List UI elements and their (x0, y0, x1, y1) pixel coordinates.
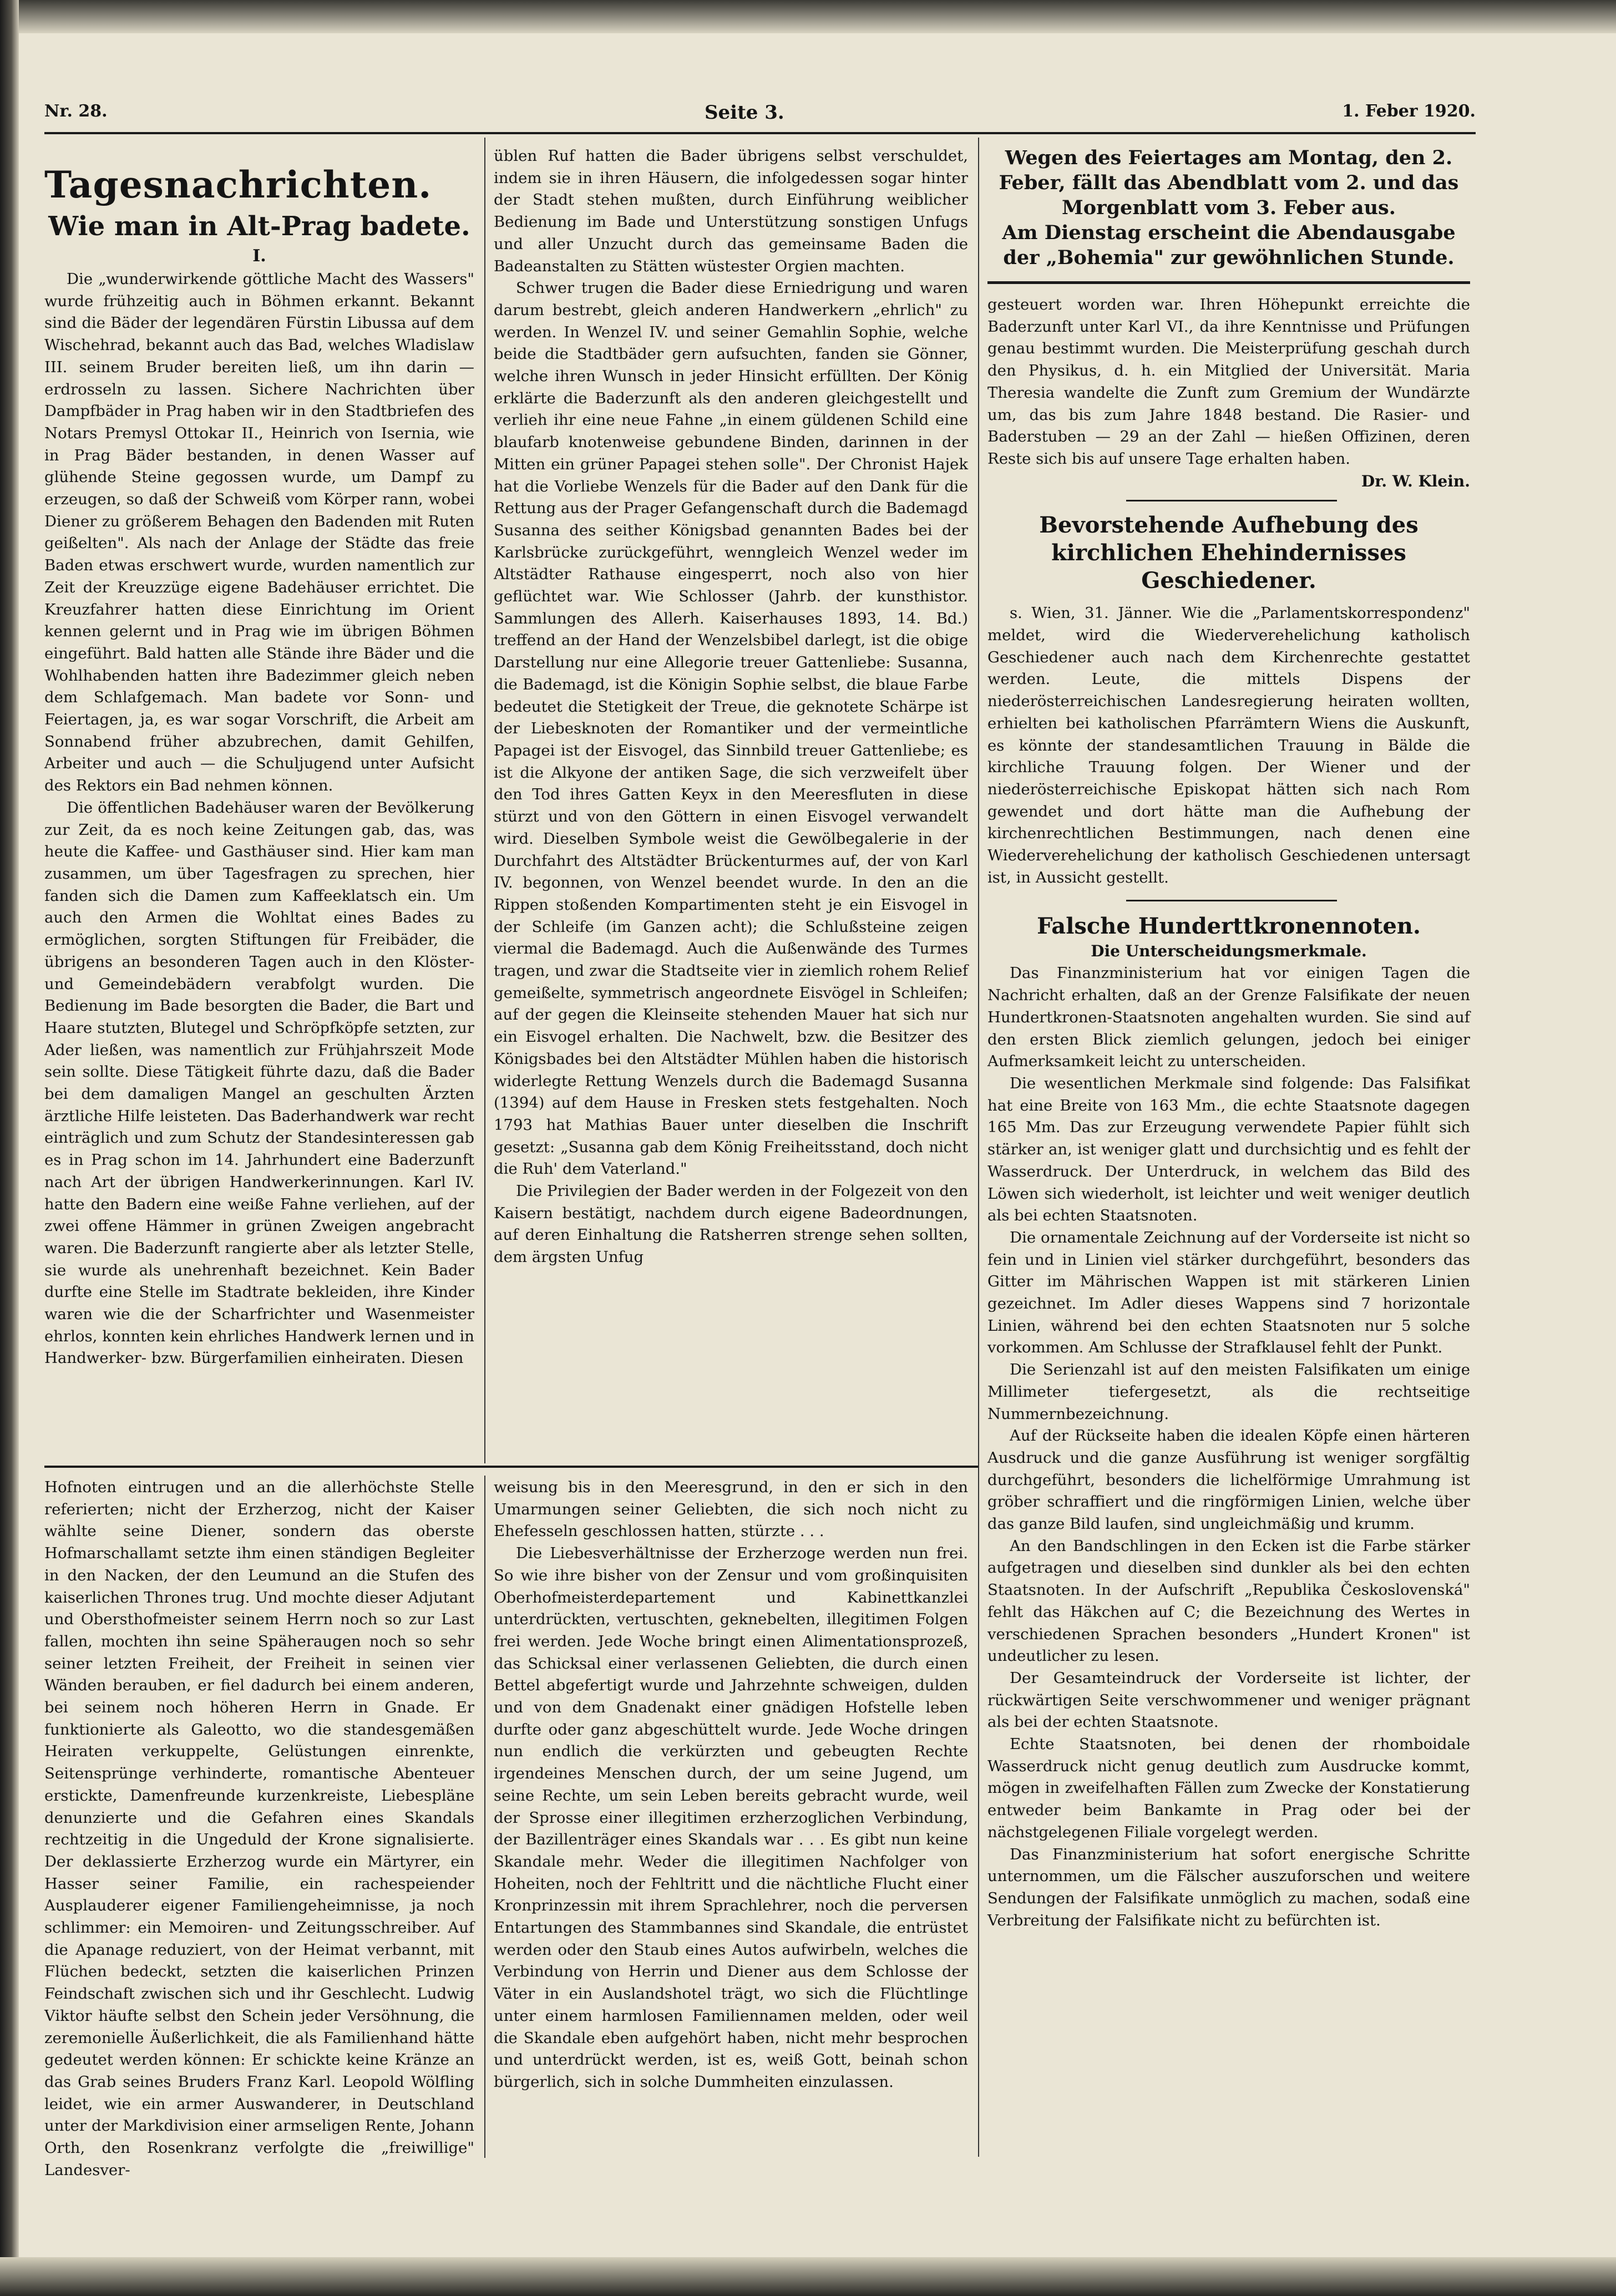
column-divider-1 (484, 138, 485, 1463)
article-part-number: I. (252, 246, 266, 266)
feuilleton-column-1 (44, 1477, 474, 2182)
article-paragraph: gesteuert worden war. Ihren Höhepunkt erreichte die Baderzunft unter Karl VI., da ihre Kenntnisse und Prüfungen genau bestimmt wurden. Die Meisterprüfung geschah durch den Physikus, d. h. ein Mitglied der Universität. Maria Theresia wandelte die Zunft zum Gremium der Wundärzte um, das bis zum Jahre 1848 bestand. Die Rasier- und Baderstuben — 29 an der Zahl — hießen Offizinen, deren Reste sich bis auf unsere Tage erhalten haben. (987, 296, 1470, 468)
article-paragraph: Die öffentlichen Badehäuser waren der Bevölkerung zur Zeit, da es noch keine Zeitungen gab, das, was heute die Kaffee- und Gasthäuser sind. Hier kam man zusammen, um über Tagesfragen zu sprechen, hier fanden sich die Damen zum Kaffeeklatsch ein. Um auch den Armen die Wohltat eines Bades zu ermöglichen, sorgten Stiftungen für Freibäder, die übrigens an besonderen Tagen auch in den Klöster- und Gemeindebädern verabfolgt wurden. Die Bedienung im Bade besorgten die Bader, die Bart und Haare stutzten, Blutegel und Schröpfköpfe setzten, zur Ader ließen, was namentlich zur Frühjahrszeit Mode sein sollte. Diese Tätigkeit führte dazu, daß die Bader bei dem damaligen Mangel an geschulten Ärzten ärztliche Hilfe leisteten. Das Baderhandwerk war recht einträglich und zum Schutz der Standesinteressen gab es in Prag schon im 14. Jahrhundert eine Baderzunft nach Art der übrigen Handwerkerinnungen. Karl IV. hatte den Badern eine weiße Fahne verliehen, auf der zwei offene Hämmer in grünen Zweigen angebracht waren. Die Baderzunft rangierte aber als letzter Stelle, sie wurde als unehrenhaft bezeichnet. Kein Bader durfte eine Stelle im Stadtrate bekleiden, ihre Kinder waren wie die der Scharfrichter und Wasenmeister ehrlos, konnten kein ehrliches Handwerk lernen und in Handwerker- bzw. Bürgerfamilien einheiraten. Diesen (44, 798, 474, 1367)
article-paragraph: Das Finanzministerium hat sofort energische Schritte unternommen, um die Fälscher auszuforschen und weitere Sendungen der Falsifikate unmöglich zu machen, sodaß eine Verbreitung der Falsifikate nicht zu befürchten ist. (987, 1845, 1470, 1929)
article-paragraph: Das Finanzministerium hat vor einigen Tagen die Nachricht erhalten, daß an der Grenze Falsifikate der neuen Hundertkronen-Staatsnoten angehalten wurden. Sie sind auf den ersten Blick ziemlich gelungen, jedoch bei einiger Aufmerksamkeit leicht zu unterscheiden. (987, 964, 1470, 1071)
article-paragraph: Die Privilegien der Bader werden in der Folgezeit von den Kaisern bestätigt, nachdem durch eigene Badeordnungen, auf deren Einhaltung die Ratsherren strenge sehen sollten, dem ärgsten Unfug (494, 1182, 968, 1266)
article-paragraph: Die Serienzahl ist auf den meisten Falsifikaten um einige Millimeter tiefergesetzt, als die rechtseitige Nummernbezeichnung. (987, 1361, 1470, 1423)
article-paragraph: Die ornamentale Zeichnung auf der Vorderseite ist nicht so fein und in Linien viel stärker durchgeführt, besonders das Gitter im Mährischen Wappen ist mit stärkeren Linien gezeichnet. Im Adler dieses Wappens sind 7 horizontale Linien, während bei den echten Staatsnoten nur 5 solche vorkommen. Am Schlusse der Strafklausel fehlt der Punkt. (987, 1228, 1470, 1357)
article-paragraph: Die wesentlichen Merkmale sind folgende: Das Falsifikat hat eine Breite von 163 Mm., die echte Staatsnote dagegen 165 Mm. Das zur Erzeugung verwendete Papier fühlt sich stärker an, ist weniger glatt und durchsichtig und es fehlt der Wasserdruck. Der Unterdruck, in welchem das Bild des Löwen sich wiederholt, ist leichter und weit weniger deutlich als bei echten Staatsnoten. (987, 1074, 1470, 1225)
article-paragraph: s. Wien, 31. Jänner. Wie die „Parlamentskorrespondenz" meldet, wird die Wiederverehelichung katholisch Geschiedener auch nach dem Kirchenrechte gestattet werden. Leute, die mittels Dispens der niederösterreichischen Landesregierung heiraten wollten, erhielten bei katholischen Pfarrämtern Wiens die Auskunft, es könnte der standesamtlichen Trauung in Bälde die kirchliche Trauung folgen. Der Wiener und der niederösterreichische Episkopat hätten sich nach Rom gewendet und dort hätte man die Aufhebung der kirchenrechtlichen Bestimmungen, nach denen eine Wiederverehelichung der katholisch Geschiedenen untersagt ist, in Aussicht gestellt. (987, 604, 1470, 886)
scan-border-top (0, 0, 1616, 33)
page-number: Seite 3. (705, 102, 784, 124)
article-title: Wie man in Alt-Prag badete. (48, 211, 470, 242)
issue-number: Nr. 28. (44, 102, 108, 121)
feuilleton-column-2 (494, 1477, 968, 2094)
scan-border-bottom (0, 2257, 1616, 2296)
article-paragraph: Die „wunderwirkende göttliche Macht des Wassers" wurde frühzeitig auch in Böhmen erkannt. Bekannt sind die Bäder der legendären Fürstin Libussa auf dem Wischehrad, bekannt auch das Bad, welches Wladislaw III. seinem Bruder bereiten ließ, um ihn darin — erdrosseln zu lassen. Sichere Nachrichten über Dampfbäder in Prag haben wir in den Stadtbriefen des Notars Premysl Ottokar II., Heinrich von Isernia, wie in Prag Bäder bestanden, in denen Wasser auf glühende Steine gegossen wurde, um Dampf zu erzeugen, so daß der Schweiß vom Körper rann, wobei Diener zu größerem Behagen den Badenden mit Ruten geißelten". Als nach der Anlage der Städte das freie Baden etwas erschwert wurde, wurden namentlich zur Zeit der Kreuzzüge eigene Badehäuser errichtet. Die Kreuzfahrer hatten diese Einrichtung im Orient kennen gelernt und in Prag wie im übrigen Böhmen eingeführt. Bald hatten alle Stände ihre Bäder und die Wohlhabenden hatten ihre Badezimmer gleich neben dem Schlafgemach. Man badete vor Sonn- und Feiertagen, ja, es war sogar Vorschrift, die Arbeit am Sonnabend früher abzubrechen, damit Gehilfen, Arbeiter und auch — die Schuljugend unter Aufsicht des Rektors ein Bad nehmen können. (44, 270, 474, 795)
article-rule (1126, 900, 1337, 901)
column-2 (494, 145, 968, 1269)
article-paragraph: Der Gesamteindruck der Vorderseite ist lichter, der rückwärtigen Seite verschwommener und weniger prägnant als bei der echten Staatsnote. (987, 1669, 1470, 1731)
bohemia-notice: Am Dienstag erscheint die Abendausgabe der „Bohemia" zur gewöhnlichen Stunde. (1002, 221, 1456, 269)
article-paragraph: Echte Staatsnoten, bei denen der rhomboidale Wasserdruck nicht genug deutlich zum Ausdrucke kommt, mögen in zweifelhaften Fällen zum Zwecke der Konstatierung entweder beim Bankamte in Prag oder bei der nächstgelegenen Filiale vorgelegt werden. (987, 1735, 1470, 1841)
issue-date: 1. Feber 1920. (1342, 102, 1476, 121)
article-paragraph: Schwer trugen die Bader diese Erniedrigung und waren darum bestrebt, gleich anderen Handwerkern „ehrlich" zu werden. In Wenzel IV. und seiner Gemahlin Sophie, welche beide die Stadtbäder gern aufsuchten, fanden sie Gönner, welche ihren Wunsch in jeder Hinsicht erfüllten. Der König erklärte die Baderzunft als den anderen gleichgestellt und verlieh ihr eine neue Fahne „in einem güldenen Schild eine blaufarb knotenweise gebundene Binden, darinnen in der Mitten ein grüner Papagei stehen solle". Der Chronist Hajek hat die Vorliebe Wenzels für die Bader auf den Dank für die Rettung aus der Prager Gefangenschaft durch die Bademagd Susanna des seither Königsbad genannten Bades bei der Karlsbrücke zurückgeführt, wenngleich Wenzel weder im Altstädter Rathause eingesperrt, noch also von hier geflüchtet war. Wie Schlosser (Jahrb. der kunsthistor. Sammlungen des Allerh. Kaiserhauses 1893, 14. Bd.) treffend an der Hand der Wenzelsbibel darlegt, ist die obige Darstellung nur eine Allegorie treuer Gattenliebe: Susanna, die Bademagd, ist die Königin Sophie selbst, die blaue Farbe bedeutet die Stetigkeit der Treue, die geknotete Schärpe ist der Liebesknoten der Romantiker und der vermeintliche Papagei ist der Eisvogel, das Sinnbild treuer Gattenliebe; es ist die Alkyone der antiken Sage, die sich verzweifelt über den Tod ihres Gatten Keyx in den Meeresfluten in diese stürzt und von den Göttern in einen Eisvogel verwandelt wird. Dieselben Symbole weist die Gewölbegalerie in der Durchfahrt des Altstädter Brückenturmes auf, der von Karl IV. begonnen, von Wenzel beendet wurde. In den an die Rippen stoßenden Kompartimenten steht je ein Eisvogel in der Schleife (im Ganzen acht); die Schlußsteine zeigen viermal die Bademagd. Auch die Außenwände des Turmes tragen, und zwar die Stadtseite vier in ziemlich rohem Relief gemeißelte, symmetrisch angeordnete Eisvögel in Schleifen; auf der gegen die Kleinseite stehenden Mauer hat sich nur ein Eisvogel erhalten. Die Nachwelt, bzw. die Besitzer des Königsbades bei den Altstädter Mühlen haben die historisch widerlegte Rettung Wenzels durch die Bademagd Susanna (1394) auf dem Hause in Fresken stets festgehalten. Noch 1793 hat Mathias Bauer unter dieselben die Inschrift gesetzt: „Susanna gab dem König Freiheitsstand, doch nicht die Ruh' dem Vaterland." (494, 279, 968, 1178)
article-paragraph: An den Bandschlingen in den Ecken ist die Farbe stärker aufgetragen und dieselben sind dunkler als bei den echten Staatsnoten. In der Aufschrift „Republika Československá" fehlt das Häkchen auf C; die Bezeichnung des Wertes in verschiedenen Sprachen besonders „Hundert Kronen" ist undeutlicher zu lesen. (987, 1537, 1470, 1665)
column-1 (44, 161, 474, 1370)
article-paragraph: Auf der Rückseite haben die idealen Köpfe einen härteren Ausdruck und die ganze Ausführung ist weniger sorgfältig durchgeführt, besonders die lichelförmige Umrahmung ist gröber schraffiert und die ringförmigen Linien, welche über das ganze Bild laufen, sind ungleichmäßig und krumm. (987, 1427, 1470, 1533)
article-title: Falsche Hunderttkronennoten. (1037, 913, 1421, 940)
article-subtitle: Die Unterscheidungsmerkmale. (1091, 942, 1367, 961)
section-title: Tagesnachrichten. (44, 163, 432, 206)
column-3 (987, 145, 1470, 1932)
article-paragraph: Hofnoten eintrugen und an die allerhöchste Stelle referierten; nicht der Erzherzog, nicht der Kaiser wählte seine Diener, sondern das oberste Hofmarschallamt setzte ihm einen ständigen Begleiter in den Nacken, der den Leumund an die Stufen des kaiserlichen Thrones trug. Und mochte dieser Adjutant und Obersthofmeister seinem Herrn noch so zur Last fallen, mochten ihn seine Späheraugen noch so sehr seiner letzten Freiheit, der Freiheit in seinen vier Wänden berauben, er fiel dadurch bei einem anderen, bei seinem noch höheren Herrn in Gnade. Er funktionierte als Galeotto, wo die standesgemäßen Heiraten verkuppelte, Gelüstungen einrenkte, Seitensprünge verhinderte, romantische Abenteuer erstickte, Damenfreunde kurzenkreiste, Liebespläne denunzierte und die Gefahren eines Skandals rechtzeitig in die Ungeduld der Krone signalisierte. Der deklassierte Erzherzog wurde ein Märtyrer, ein Hasser seiner Familie, ein rachespeiender Ausplauderer eigener Familiengeheimnisse, ja noch schlimmer: ein Memoiren- und Zeitungsschreiber. Auf die Apanage reduziert, von der Heimat verbannt, mit Flüchen bedeckt, setzten die kaiserlichen Prinzen Feindschaft zwischen sich und ihr Geschlecht. Ludwig Viktor häufte selbst den Schein jeder Versöhnung, die zeremonielle Äußerlichkeit, die als Familienhand hätte gedeutet werden können: Er schickte keine Kränze an das Grab seines Bruders Franz Karl. Leopold Wölfling leidet, wie ein armer Auswanderer, in Deutschland unter der Markdivision einer armseligen Rente, Johann Orth, den Rosenkranz verfolgte die „freiwillige" Landesver- (44, 1478, 474, 2179)
column-divider-2 (978, 138, 979, 2157)
scan-border-left (0, 0, 19, 2296)
page-header (44, 97, 1476, 130)
header-rule (44, 132, 1476, 134)
article-rule (1126, 500, 1337, 501)
column-divider-3 (484, 1476, 485, 2158)
article-title: Bevorstehende Aufhebung des kirchlichen Ehehindernisses Geschiedener. (1039, 512, 1419, 594)
article-paragraph: weisung bis in den Meeresgrund, in den er sich in den Umarmungen seiner Geliebten, die sich noch nicht zu Ehefesseln geschlossen hatten, stürzte . . . (494, 1478, 968, 1540)
author-signature: Dr. W. Klein. (1361, 472, 1470, 490)
section-rule-lower (44, 1466, 978, 1468)
article-paragraph: üblen Ruf hatten die Bader übrigens selbst verschuldet, indem sie in ihren Häusern, die infolgedessen sogar hinter der Stadt stehen mußten, durch Einführung weiblicher Bedienung im Bade und Unterstützung sonstigen Unfugs und aller Unzucht durch das gemeinsame Baden die Badeanstalten zu Stätten wüstester Orgien machten. (494, 147, 968, 275)
article-paragraph: Die Liebesverhältnisse der Erzherzoge werden nun frei. So wie ihre bisher von der Zensur und vom großinquisiten Oberhofmeisterdepartement und Kabinettkanzlei unterdrückten, vertuschten, geknebelten, illegitimen Folgen frei werden. Jede Woche bringt einen Alimentationsprozeß, das Schicksal einer verlassenen Geliebten, die durch einen Bettel abgefertigt wurde und Jahrzehnte schweigen, dulden und von dem Gnadenakt einer gnädigen Hofstelle leben durfte oder ganz abgeschüttelt wurde. Jede Woche dringen nun endlich die verkürzten und gebeugten Rechte irgendeines Menschen durch, der um seine Jugend, um seine Rechte, um sein Leben bereits gebracht wurde, weil der Sprosse einer illegitimen erzherzoglichen Verbindung, der Bazillenträger eines Skandals war . . . Es gibt nun keine Skandale mehr. Weder die illegitimen Nachfolger von Hoheiten, noch der Fehltritt und die nächtliche Flucht einer Kronprinzessin mit ihrem Sprachlehrer, noch die perversen Entartungen des Stammbannes sind Skandale, die entrüstet werden oder den Staub eines Autos aufwirbeln, welches die Verbindung von Herrin und Diener aus dem Schlosse der Väter in ein Auslandshotel trägt, wo sich die Flüchtlinge unter einem harmlosen Familiennamen melden, oder weil die Skandale eben aufgehört haben, nicht mehr besprochen und unterdrückt werden, ist es, weiß Gott, beinah schon bürgerlich, sich in solche Dummheiten einzulassen. (494, 1544, 968, 2091)
notice-rule (987, 281, 1470, 284)
holiday-notice: Wegen des Feiertages am Montag, den 2. Feber, fällt das Abendblatt vom 2. und das Morgenblatt vom 3. Feber aus. (999, 146, 1459, 219)
